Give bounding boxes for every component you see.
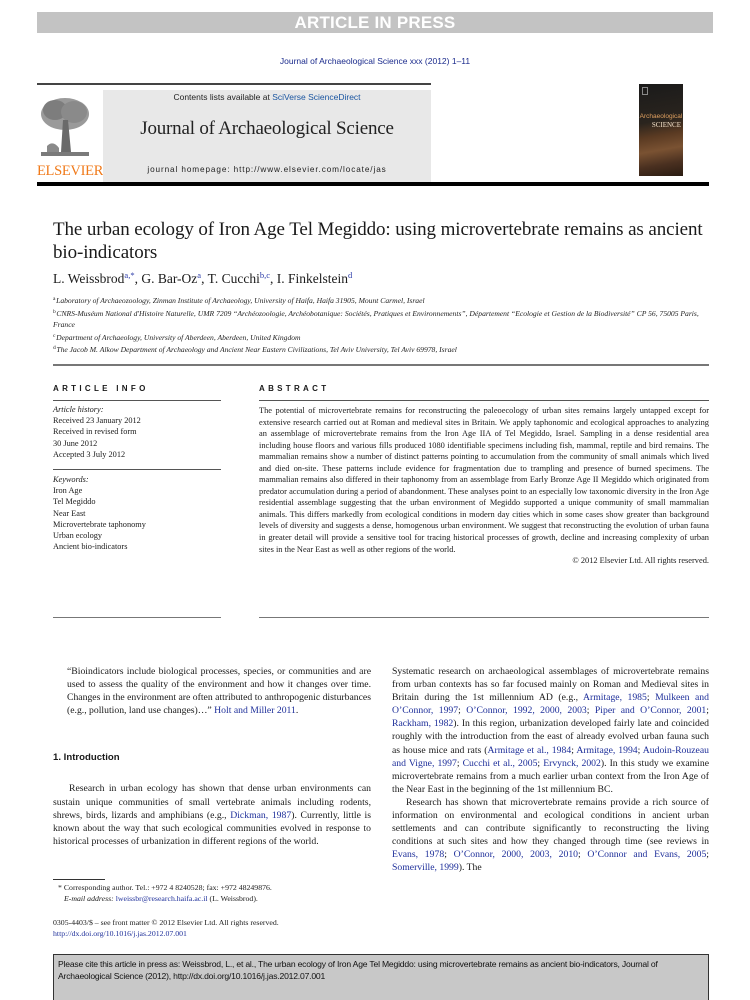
separator: ;: [646, 692, 656, 704]
section-divider: [53, 364, 709, 366]
citation-link[interactable]: Evans, 1978: [392, 849, 445, 861]
author-affiliation-mark[interactable]: a,*: [124, 270, 135, 280]
separator: ;: [586, 705, 595, 717]
affiliation-text: CNRS-Muséum National d'Histoire Naturelle, UMR 7209 “Archéozoologie, Archéobotanique: Sociétés, Pratiques et Environnements”, Département “Ecologie et Gestion de la Biodiversité” CP 56, 75005 Paris, France: [53, 308, 699, 329]
affiliation-key: a: [53, 296, 56, 302]
affiliations: [53, 294, 718, 356]
history-item: Received in revised form: [53, 427, 137, 437]
abstract-body: [259, 405, 709, 567]
affiliation-a: [53, 294, 718, 307]
separator: ;: [458, 705, 467, 717]
journal-homepage-link[interactable]: journal homepage: http://www.elsevier.com/locate/jas: [147, 165, 387, 174]
citation-link[interactable]: O’Connor, 1992, 2000, 2003: [466, 705, 587, 717]
separator: ;: [571, 744, 577, 756]
affiliation-key: d: [53, 345, 56, 351]
cover-title-line1: Archaeological: [639, 113, 683, 120]
affiliation-b: [53, 307, 718, 331]
epigraph-text: “Bioindicators include biological processes, species, or communities and are used to assess the quality of the environment and how it changes over time. Changes in the environment are often attributed to anthropogenic disturbances (e.g., pollution, land use changes)…”: [67, 666, 371, 717]
body-left-column: [53, 665, 371, 848]
email-link[interactable]: lweissbr@research.haifa.ac.il: [115, 894, 208, 903]
affiliation-key: b: [53, 308, 56, 315]
article-history-label: Article history:: [53, 405, 104, 414]
citation-link[interactable]: Cucchi et al., 2005: [462, 757, 538, 769]
article-info-rule: [53, 469, 221, 470]
footnote-text: Corresponding author. Tel.: +972 4 8240528; fax: +972 48249876.: [61, 883, 272, 892]
affiliation-key: c: [53, 332, 56, 339]
corresponding-author-footnote: [58, 882, 378, 904]
citation-link[interactable]: Somerville, 1999: [392, 862, 459, 874]
paragraph-text: ). In this study we examine microvertebrate remains from a much earlier urban context from the Iron Age of the Near East in the beginning of the 1st millennium BC.: [392, 757, 709, 795]
affiliation-text: Department of Archaeology, University of Aberdeen, Aberdeen, United Kingdom: [56, 332, 301, 342]
citation-link[interactable]: Armitage, 1994: [576, 744, 638, 756]
paragraph-text: Research in urban ecology has shown that dense urban environments can sustain unique communities of small vertebrate animals including rodents, shrews, birds, lizards and amphibians (e.g.,: [53, 783, 371, 821]
citation-link[interactable]: Mulkeen and O’Connor, 1997: [392, 692, 709, 717]
affiliation-text: The Jacob M. Alkow Department of Archaeology and Ancient Near Eastern Civilizations, Tel Aviv University, Tel Aviv 69978, Israel: [56, 345, 457, 354]
citation-link[interactable]: Armitage et al., 1984: [487, 744, 572, 756]
citation-link[interactable]: Audoin-Rouzeau and Vigne, 1997: [392, 744, 709, 769]
contents-prefix: Contents lists available at: [173, 92, 273, 102]
paragraph-text: ). The: [458, 862, 482, 874]
cover-logo-icon: [642, 87, 648, 95]
paragraph-text: Research has shown that microvertebrate remains provide a rich source of information on environmental and ecological conditions in ancient urban settlements and can contribute significantly to reconstructing the living conditions at such sites and how they changed through time (see reviews in: [392, 796, 709, 848]
article-title: The urban ecology of Iron Age Tel Megiddo: using microvertebrate remains as ancient bio-indicators: [53, 219, 703, 263]
abstract-end-rule: [259, 617, 709, 618]
author-name[interactable]: T. Cucchi: [207, 271, 260, 286]
keyword: Near East: [53, 508, 86, 518]
article-info-heading: ARTICLE INFO: [53, 384, 149, 393]
keywords-label: Keywords:: [53, 475, 89, 484]
issn-block: [53, 917, 383, 939]
paragraph-text: ). In this region, urbanization developed fairly late and coincided roughly with the introduction from the east of already evolved urban fauna such as house mice and rats (: [392, 718, 710, 756]
separator: ;: [706, 849, 709, 861]
abstract-text: The potential of microvertebrate remains for reconstructing the paleoecology of urban sites remains largely untapped except for extensive research carried out at Roman and medieval sites in Britain. We apply taphonomic and ecological approaches to analyzing an assemblage of microvertebrate remains from the Iron Age IIA of Tel Megiddo, Israel. Sampling in a dense residential area including house floors and various fills produced 1080 identifiable specimens including fish, mammal, reptile and bird remains. The mammalian remains show a number of distinct patterns pointing to accumulation from the community of small animals which lived and died on-site. These patterns include evidence for fragmentation due to trampling and presence of burned specimens. The mammalian remains also differed in their taphonomy from an assemblage from Early Bronze Age II Megiddo which originated from predator accumulation during a period of abandonment. These analyses point to an especially low taxonomic diversity in the Iron Age residential assemblage suggesting that the urban environment of Megiddo supported a unique community of small mammalian animals. This differs markedly from ecological conditions in modern day cities which in some cases show greater than background levels of diversity and suggests a dense, homogenous urban environment. We suggest that reconstructing the evolution of urban fauna in greater detail will provide a sensitive tool for tracing historical processes of growth, decline and increasing complexity of urban sites in the Near East as well as other regions of the world.: [259, 406, 709, 554]
tree-icon: [39, 94, 91, 160]
cover-title-line2: SCIENCE: [651, 121, 681, 129]
issn-line: 0305-4403/$ – see front matter © 2012 Elsevier Ltd. All rights reserved.: [53, 918, 279, 927]
citation-link[interactable]: Rackham, 1982: [392, 718, 454, 730]
keywords: [53, 474, 223, 552]
email-label: E-mail address:: [64, 894, 114, 903]
history-item: 30 June 2012: [53, 438, 98, 448]
history-item: Accepted 3 July 2012: [53, 449, 126, 459]
footnote-rule: [53, 879, 105, 880]
author-affiliation-mark[interactable]: b,c: [259, 270, 270, 280]
abstract-heading: ABSTRACT: [259, 384, 330, 393]
keyword: Ancient bio-indicators: [53, 542, 128, 552]
separator: ;: [637, 744, 643, 756]
article-info-rule: [53, 400, 221, 401]
abstract-copyright: © 2012 Elsevier Ltd. All rights reserved.: [572, 556, 709, 566]
separator: ;: [578, 849, 588, 861]
article-info-end-rule: [53, 617, 221, 618]
author-name[interactable]: G. Bar-Oz: [141, 271, 198, 286]
header-top-rule: [37, 83, 431, 85]
author-name[interactable]: L. Weissbrod: [53, 271, 125, 286]
affiliation-c: [53, 331, 718, 344]
intro-paragraph: [53, 782, 371, 847]
journal-cover-image[interactable]: [639, 84, 683, 176]
citation-link[interactable]: O’Connor and Evans, 2005: [587, 849, 707, 861]
keyword: Iron Age: [53, 486, 83, 496]
affiliation-d: [53, 343, 718, 356]
citation-link[interactable]: Armitage, 1985: [583, 692, 647, 704]
body-paragraph: [392, 665, 709, 796]
keyword: Microvertebrate taphonomy: [53, 519, 146, 529]
citation-notice-box: Please cite this article in press as: Weissbrod, L., et al., The urban ecology of Iron Age Tel Megiddo: using microvertebrate remains as ancient bio-indicators, Journal of Archaeological Science (2012), http://dx.doi.org/10.1016/j.jas.2012.07.001: [53, 954, 709, 1000]
epigraph: [53, 665, 371, 717]
contents-line: [103, 92, 431, 102]
separator: ;: [444, 849, 454, 861]
history-item: Received 23 January 2012: [53, 416, 141, 426]
citation-link[interactable]: O’Connor, 2000, 2003, 2010: [453, 849, 579, 861]
author-affiliation-mark[interactable]: a: [197, 270, 202, 280]
epigraph-end: .: [295, 705, 299, 717]
abstract-rule: [259, 400, 709, 401]
separator: ;: [706, 705, 709, 717]
body-right-column: [392, 665, 709, 875]
affiliation-text: Laboratory of Archaeozoology, Zinman Institute of Archaeology, University of Haifa, Haifa 31905, Mount Carmel, Israel: [56, 296, 425, 305]
author-name[interactable]: I. Finkelstein: [276, 271, 348, 286]
footnote-mark: *: [58, 883, 62, 892]
keyword: Tel Megiddo: [53, 497, 96, 507]
citation-link[interactable]: Piper and O’Connor, 2001: [594, 705, 707, 717]
section-heading-introduction: 1. Introduction: [53, 752, 120, 764]
elsevier-logo[interactable]: [37, 90, 104, 185]
elsevier-wordmark: ELSEVIER: [37, 163, 104, 179]
citation-link[interactable]: Holt and Miller 2011: [214, 705, 296, 717]
separator: ;: [456, 757, 463, 769]
doi-link[interactable]: http://dx.doi.org/10.1016/j.jas.2012.07.001: [53, 929, 187, 938]
citation-link[interactable]: Dickman, 1987: [230, 809, 292, 821]
body-paragraph: [392, 796, 709, 875]
article-in-press-banner: ARTICLE IN PRESS: [37, 12, 713, 33]
header-bottom-rule: [37, 182, 709, 186]
email-suffix: (L. Weissbrod).: [207, 894, 258, 903]
author-affiliation-mark[interactable]: d: [347, 270, 353, 280]
article-history: [53, 404, 223, 460]
paragraph-text: ). Currently, little is known about the way that such ecological communities evolved in response to historical processes of urbanization in different regions of the world.: [53, 809, 372, 847]
sciencedirect-link[interactable]: SciVerse ScienceDirect: [272, 92, 361, 102]
author-list: L. Weissbrod$^{a,*}$, G. Bar-Oz$^a$, T. Cucchi$^{b,c}$, I. Finkelstein$^d$: [53, 270, 353, 286]
separator: ;: [537, 757, 544, 769]
journal-reference[interactable]: Journal of Archaeological Science xxx (2012) 1–11: [279, 56, 471, 66]
citation-link[interactable]: Ervynck, 2002: [543, 757, 601, 769]
keyword: Urban ecology: [53, 531, 103, 541]
paragraph-text: Systematic research on archaeological assemblages of microvertebrate remains from urban contexts has so far focused mainly on Roman and Medieval sites in Britain during the 1st millennium AD (e.g.,: [392, 666, 709, 704]
journal-name: Journal of Archaeological Science: [140, 118, 394, 139]
